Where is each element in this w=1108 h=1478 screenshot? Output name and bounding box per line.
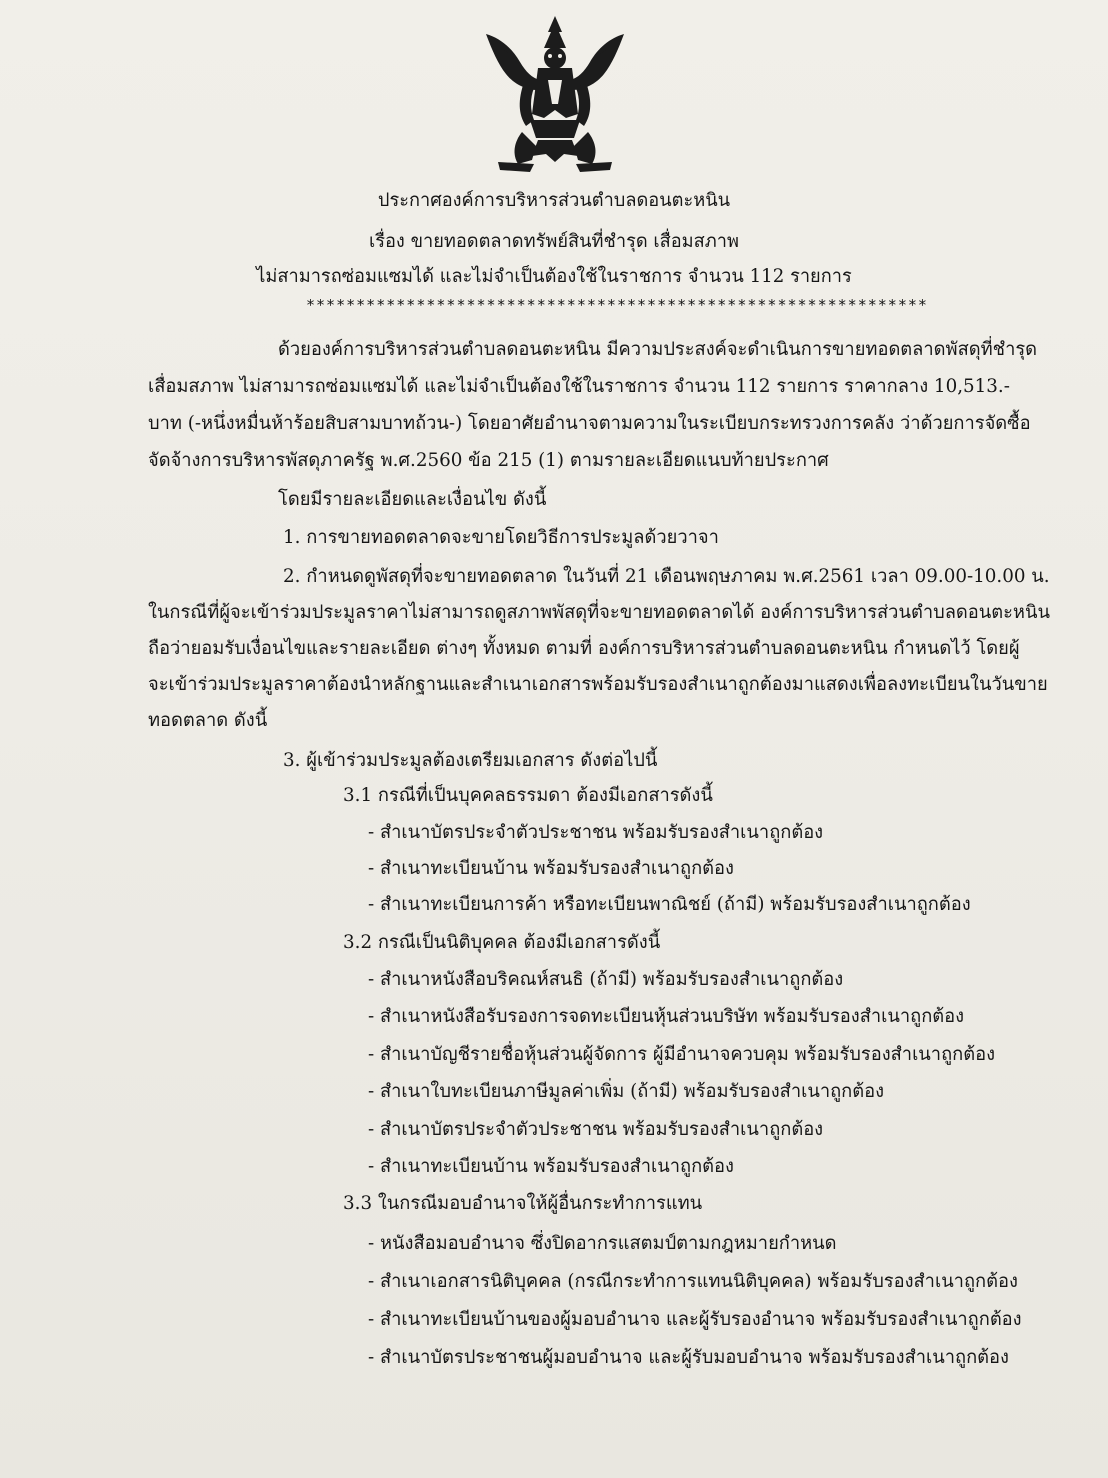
condition-item-1: 1. การขายทอดตลาดจะขายโดยวิธีการประมูลด้วยวาจา (283, 527, 719, 548)
asterisk-divider: ************************************************************** (306, 296, 928, 314)
document-list-item: - สำเนาบัตรประจำตัวประชาชน พร้อมรับรองสำเนาถูกต้อง (368, 822, 824, 843)
notice-subject: เรื่อง ขายทอดตลาดทรัพย์สินที่ชำรุด เสื่อมสภาพ (369, 231, 739, 252)
document-list-item: - สำเนาบัญชีรายชื่อหุ้นส่วนผู้จัดการ ผู้มีอำนาจควบคุม พร้อมรับรองสำเนาถูกต้อง (368, 1044, 995, 1065)
intro-line: บาท (-หนึ่งหมื่นห้าร้อยสิบสามบาทถ้วน-) โดยอาศัยอำนาจตามความในระเบียบกระทรวงการคลัง ว่าด้วยการจัดซื้อ (148, 413, 1031, 434)
document-list-item: - สำเนาทะเบียนบ้าน พร้อมรับรองสำเนาถูกต้อง (368, 858, 734, 879)
notice-subject-cont: ไม่สามารถซ่อมแซมได้ และไม่จำเป็นต้องใช้ในราชการ จำนวน 112 รายการ (256, 266, 852, 287)
document-list-item: - หนังสือมอบอำนาจ ซึ่งปิดอากรแสตมป์ตามกฎหมายกำหนด (368, 1233, 837, 1254)
section-3-1-title: 3.1 กรณีที่เป็นบุคคลธรรมดา ต้องมีเอกสารดังนี้ (343, 785, 713, 806)
document-list-item: - สำเนาเอกสารนิติบุคคล (กรณีกระทำการแทนนิติบุคคล) พร้อมรับรองสำเนาถูกต้อง (368, 1271, 1018, 1292)
intro-line: เสื่อมสภาพ ไม่สามารถซ่อมแซมได้ และไม่จำเป็นต้องใช้ในราชการ จำนวน 112 รายการ ราคากลาง 10,513.- (148, 376, 1010, 397)
condition-item-3: 3. ผู้เข้าร่วมประมูลต้องเตรียมเอกสาร ดังต่อไปนี้ (283, 750, 658, 771)
condition-item-2-cont: ในกรณีที่ผู้จะเข้าร่วมประมูลราคาไม่สามารถดูสภาพพัสดุที่จะขายทอดตลาดได้ องค์การบริหารส่วนตำบลดอนตะหนิน (148, 602, 1050, 623)
section-3-3-title: 3.3 ในกรณีมอบอำนาจให้ผู้อื่นกระทำการแทน (343, 1193, 703, 1214)
document-list-item: - สำเนาบัตรประจำตัวประชาชน พร้อมรับรองสำเนาถูกต้อง (368, 1119, 824, 1140)
intro-line: ด้วยองค์การบริหารส่วนตำบลดอนตะหนิน มีความประสงค์จะดำเนินการขายทอดตลาดพัสดุที่ชำรุด (278, 339, 1038, 360)
intro-line: จัดจ้างการบริหารพัสดุภาครัฐ พ.ศ.2560 ข้อ 215 (1) ตามรายละเอียดแนบท้ายประกาศ (148, 450, 829, 471)
condition-item-2-cont: ถือว่ายอมรับเงื่อนไขและรายละเอียด ต่างๆ ทั้งหมด ตามที่ องค์การบริหารส่วนตำบลดอนตะหนิน กำหนดไว้ โดยผู้ (148, 638, 1020, 659)
condition-item-2-cont: ทอดตลาด ดังนี้ (148, 710, 268, 731)
document-list-item: - สำเนาทะเบียนบ้านของผู้มอบอำนาจ และผู้รับรองอำนาจ พร้อมรับรองสำเนาถูกต้อง (368, 1309, 1022, 1330)
document-list-item: - สำเนาหนังสือรับรองการจดทะเบียนหุ้นส่วนบริษัท พร้อมรับรองสำเนาถูกต้อง (368, 1006, 965, 1027)
document-list-item: - สำเนาบัตรประชาชนผู้มอบอำนาจ และผู้รับมอบอำนาจ พร้อมรับรองสำเนาถูกต้อง (368, 1347, 1009, 1368)
garuda-emblem-icon (478, 14, 632, 178)
document-list-item: - สำเนาทะเบียนการค้า หรือทะเบียนพาณิชย์ (ถ้ามี) พร้อมรับรองสำเนาถูกต้อง (368, 894, 971, 915)
conditions-intro: โดยมีรายละเอียดและเงื่อนไข ดังนี้ (278, 489, 547, 510)
notice-title: ประกาศองค์การบริหารส่วนตำบลดอนตะหนิน (377, 190, 731, 211)
condition-item-2-cont: จะเข้าร่วมประมูลราคาต้องนำหลักฐานและสำเนาเอกสารพร้อมรับรองสำเนาถูกต้องมาแสดงเพื่อลงทะเบียนในวันขาย (148, 674, 1048, 695)
document-list-item: - สำเนาใบทะเบียนภาษีมูลค่าเพิ่ม (ถ้ามี) พร้อมรับรองสำเนาถูกต้อง (368, 1081, 885, 1102)
document-list-item: - สำเนาหนังสือบริคณห์สนธิ (ถ้ามี) พร้อมรับรองสำเนาถูกต้อง (368, 969, 844, 990)
document-list-item: - สำเนาทะเบียนบ้าน พร้อมรับรองสำเนาถูกต้อง (368, 1156, 734, 1177)
condition-item-2: 2. กำหนดดูพัสดุที่จะขายทอดตลาด ในวันที่ 21 เดือนพฤษภาคม พ.ศ.2561 เวลา 09.00-10.00 น. (283, 566, 1050, 587)
section-3-2-title: 3.2 กรณีเป็นนิติบุคคล ต้องมีเอกสารดังนี้ (343, 932, 661, 953)
